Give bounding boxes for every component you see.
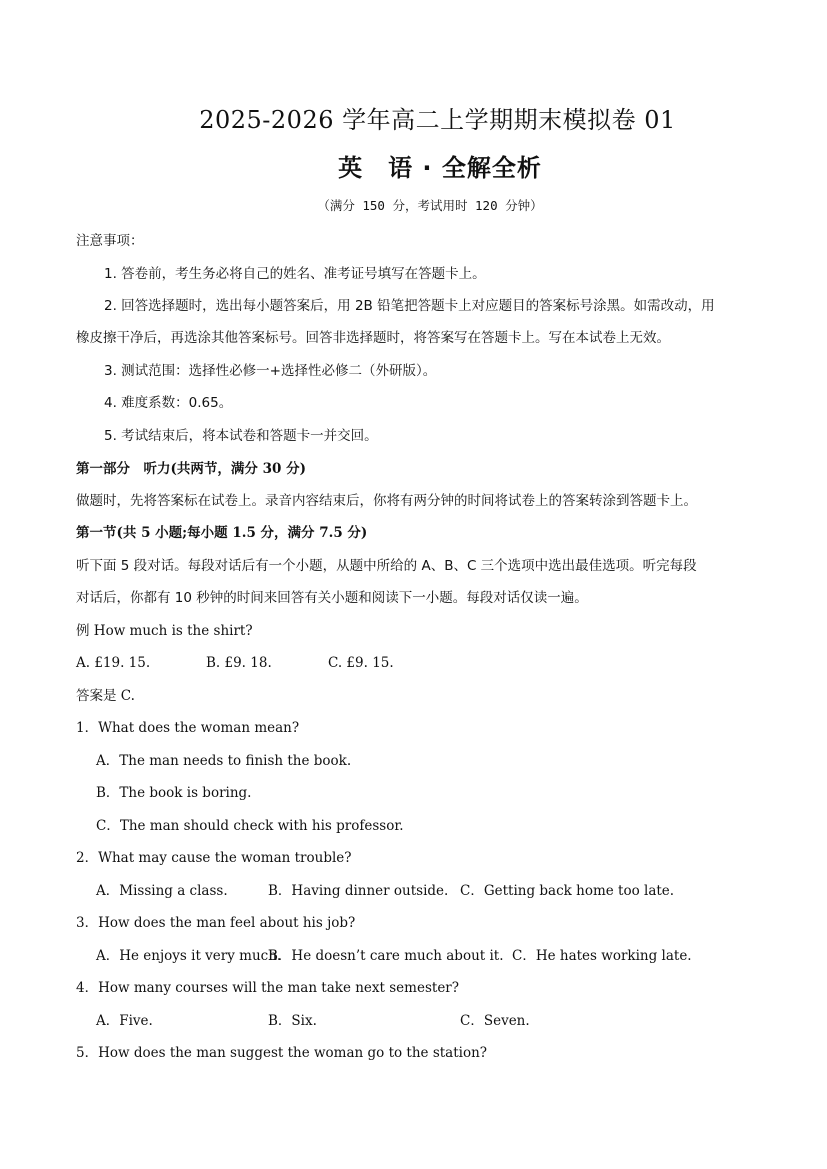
part1-heading: 第一部分 听力(共两节，满分 30 分): [76, 461, 306, 477]
question-3-option-a: A．He enjoys it very much.: [96, 948, 282, 964]
question-1: 1．What does the woman mean?: [76, 720, 300, 736]
question-1-option-c: C．The man should check with his professor.: [96, 818, 404, 834]
question-4-option-a: A．Five.: [96, 1013, 153, 1029]
note-item-4: 4. 难度系数：0.65。: [104, 395, 233, 411]
example-option-b: B. £9. 18.: [206, 655, 272, 671]
question-4-option-b: B．Six.: [268, 1013, 317, 1029]
question-5: 5．How does the man suggest the woman go to the station?: [76, 1045, 488, 1061]
exam-meta: （满分 150 分，考试用时 120 分钟）: [317, 198, 543, 213]
part1-instruction: 做题时，先将答案标在试卷上。录音内容结束后，你将有两分钟的时间将试卷上的答案转涂到答题卡上。: [76, 493, 697, 509]
question-4: 4．How many courses will the man take next semester?: [76, 980, 459, 996]
section1-line-2: 对话后，你都有 10 秒钟的时间来回答有关小题和阅读下一小题。每段对话仅读一遍。: [76, 590, 588, 606]
example-option-a: A. £19. 15.: [76, 655, 151, 671]
question-1-option-a: A．The man needs to finish the book.: [96, 753, 352, 769]
question-4-option-c: C．Seven.: [460, 1013, 530, 1029]
note-item-2-line-2: 橡皮擦干净后，再选涂其他答案标号。回答非选择题时，将答案写在答题卡上。写在本试卷上无效。: [76, 330, 670, 346]
question-3: 3．How does the man feel about his job?: [76, 915, 356, 931]
question-2-option-c: C．Getting back home too late.: [460, 883, 675, 899]
section1-line-1: 听下面 5 段对话。每段对话后有一个小题，从题中所给的 A、B、C 三个选项中选出最佳选项。听完每段: [76, 558, 697, 574]
example-question: 例 How much is the shirt?: [76, 623, 253, 639]
section1-heading: 第一节(共 5 小题;每小题 1.5 分，满分 7.5 分): [76, 525, 368, 541]
question-2-option-a: A．Missing a class.: [96, 883, 228, 899]
note-item-2-line-1: 2. 回答选择题时，选出每小题答案后，用 2B 铅笔把答题卡上对应题目的答案标号涂黑。如需改动，用: [104, 298, 715, 314]
note-item-3: 3. 测试范围：选择性必修一+选择性必修二（外研版）。: [104, 363, 437, 379]
example-answer: 答案是 C.: [76, 688, 135, 704]
note-item-1: 1. 答卷前，考生务必将自己的姓名、准考证号填写在答题卡上。: [104, 266, 486, 282]
question-2: 2．What may cause the woman trouble?: [76, 850, 352, 866]
notes-heading: 注意事项：: [76, 233, 144, 249]
example-option-c: C. £9. 15.: [328, 655, 394, 671]
note-item-5: 5. 考试结束后，将本试卷和答题卡一并交回。: [104, 428, 378, 444]
question-1-option-b: B．The book is boring.: [96, 785, 252, 801]
question-2-option-b: B．Having dinner outside.: [268, 883, 449, 899]
question-3-option-b: B．He doesn’t care much about it.: [268, 948, 504, 964]
page-title: 2025-2026 学年高二上学期期末模拟卷 01: [199, 106, 676, 134]
question-3-option-c: C．He hates working late.: [512, 948, 692, 964]
page-subtitle: 英 语 · 全解全析: [338, 154, 542, 182]
